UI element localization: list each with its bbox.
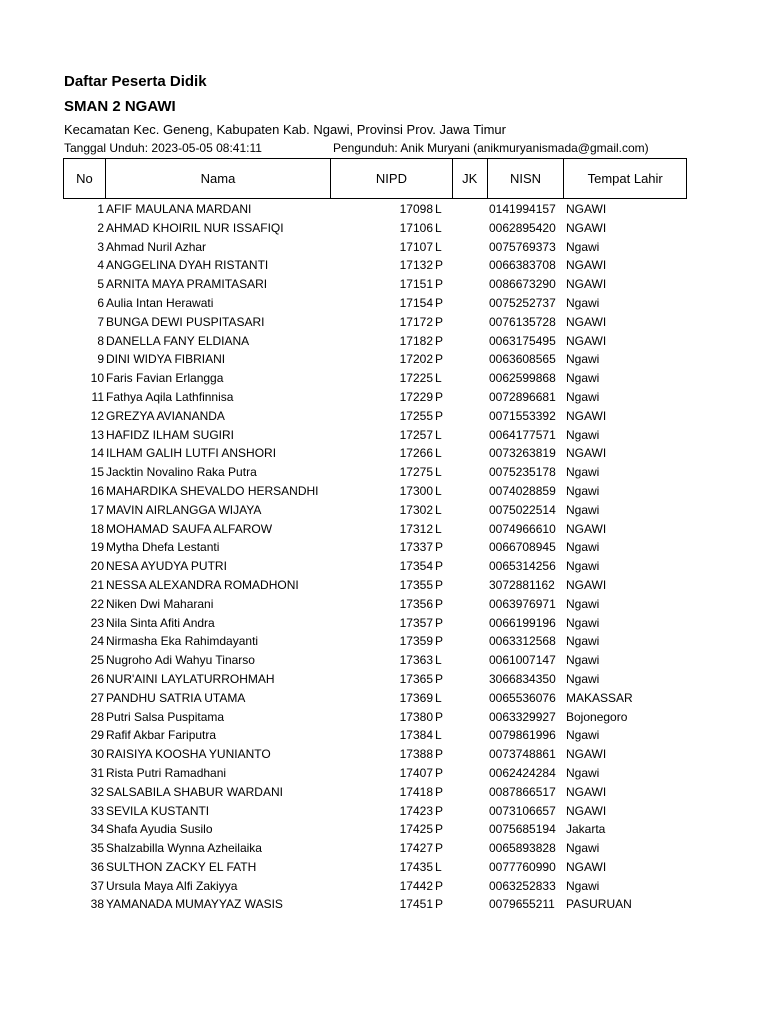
cell-nama: SALSABILA SHABUR WARDANI bbox=[106, 784, 283, 799]
cell-nipd: 17151 bbox=[399, 277, 433, 292]
cell-nisn: 0073263819 bbox=[489, 446, 556, 461]
cell-nama: Aulia Intan Herawati bbox=[106, 295, 214, 310]
table-row bbox=[0, 820, 768, 839]
cell-nipd: 17132 bbox=[399, 258, 433, 273]
cell-nipd: 17384 bbox=[399, 728, 433, 743]
cell-nipd: 17369 bbox=[399, 690, 433, 705]
cell-nipd: 17435 bbox=[399, 859, 433, 874]
table-row bbox=[0, 275, 768, 294]
cell-nipd: 17425 bbox=[399, 822, 433, 837]
cell-jk: P bbox=[435, 878, 444, 893]
cell-nama: Niken Dwi Maharani bbox=[106, 596, 214, 611]
cell-tempat-lahir: NGAWI bbox=[566, 333, 607, 348]
cell-nama: SULTHON ZACKY EL FATH bbox=[106, 859, 257, 874]
cell-no: 28 bbox=[90, 709, 104, 724]
cell-jk: L bbox=[435, 728, 442, 743]
cell-jk: L bbox=[435, 690, 442, 705]
table-row bbox=[0, 783, 768, 802]
table-row bbox=[0, 200, 768, 219]
cell-nipd: 17275 bbox=[399, 465, 433, 480]
cell-nisn: 0075022514 bbox=[489, 502, 556, 517]
cell-no: 19 bbox=[90, 540, 104, 555]
cell-nisn: 3066834350 bbox=[489, 671, 556, 686]
table-row bbox=[0, 369, 768, 388]
cell-jk: P bbox=[435, 295, 444, 310]
cell-nama: Nugroho Adi Wahyu Tinarso bbox=[106, 653, 255, 668]
cell-nisn: 0065536076 bbox=[489, 690, 556, 705]
cell-nama: Mytha Dhefa Lestanti bbox=[106, 540, 220, 555]
cell-tempat-lahir: Ngawi bbox=[566, 239, 600, 254]
cell-nipd: 17255 bbox=[399, 408, 433, 423]
cell-jk: L bbox=[435, 483, 442, 498]
table-row bbox=[0, 332, 768, 351]
table-row bbox=[0, 520, 768, 539]
cell-nama: Ursula Maya Alfi Zakiyya bbox=[106, 878, 238, 893]
cell-no: 27 bbox=[90, 690, 104, 705]
cell-tempat-lahir: Ngawi bbox=[566, 671, 600, 686]
cell-no: 1 bbox=[97, 202, 104, 216]
cell-jk: P bbox=[435, 352, 444, 367]
table-row bbox=[0, 557, 768, 576]
table-row bbox=[0, 444, 768, 463]
cell-tempat-lahir: Ngawi bbox=[566, 878, 600, 893]
table-row bbox=[0, 895, 768, 914]
header-nipd: NIPD bbox=[331, 159, 453, 198]
cell-nisn: 3072881162 bbox=[489, 577, 555, 592]
cell-jk: P bbox=[435, 822, 444, 837]
table-row bbox=[0, 256, 768, 275]
table-row bbox=[0, 501, 768, 520]
cell-nisn: 0079861996 bbox=[489, 728, 556, 743]
cell-nama: ILHAM GALIH LUTFI ANSHORI bbox=[106, 446, 277, 461]
cell-tempat-lahir: Ngawi bbox=[566, 371, 600, 386]
table-row bbox=[0, 670, 768, 689]
cell-no: 5 bbox=[97, 277, 104, 292]
table-row bbox=[0, 614, 768, 633]
cell-tempat-lahir: Bojonegoro bbox=[566, 709, 628, 724]
cell-nama: Rafif Akbar Fariputra bbox=[106, 728, 217, 743]
school-name: SMAN 2 NGAWI bbox=[64, 98, 176, 115]
header-nisn: NISN bbox=[488, 159, 565, 198]
cell-nisn: 0063175495 bbox=[489, 333, 556, 348]
cell-nama: NESA AYUDYA PUTRI bbox=[106, 559, 227, 574]
cell-nipd: 17355 bbox=[399, 577, 433, 592]
table-row bbox=[0, 764, 768, 783]
cell-nipd: 17182 bbox=[399, 333, 433, 348]
cell-jk: L bbox=[435, 427, 442, 442]
cell-no: 14 bbox=[90, 446, 104, 461]
cell-nisn: 0079655211 bbox=[489, 897, 555, 912]
cell-nisn: 0075252737 bbox=[489, 295, 556, 310]
cell-tempat-lahir: NGAWI bbox=[566, 446, 607, 461]
cell-nipd: 17407 bbox=[399, 765, 433, 780]
table-row bbox=[0, 595, 768, 614]
cell-jk: P bbox=[435, 389, 444, 404]
cell-nisn: 0087866517 bbox=[489, 784, 556, 799]
cell-nama: Faris Favian Erlangga bbox=[106, 371, 224, 386]
cell-no: 36 bbox=[90, 859, 104, 874]
cell-nisn: 0063252833 bbox=[489, 878, 556, 893]
cell-nipd: 17356 bbox=[399, 596, 433, 611]
cell-no: 8 bbox=[97, 333, 104, 348]
table-row bbox=[0, 388, 768, 407]
cell-nipd: 17427 bbox=[399, 841, 433, 856]
table-row bbox=[0, 482, 768, 501]
cell-nipd: 17225 bbox=[399, 371, 433, 386]
cell-nipd: 17312 bbox=[399, 521, 433, 536]
cell-nipd: 17442 bbox=[399, 878, 433, 893]
cell-nipd: 17172 bbox=[399, 314, 433, 329]
cell-nisn: 0063329927 bbox=[489, 709, 556, 724]
cell-nisn: 0063976971 bbox=[489, 596, 556, 611]
cell-nipd: 17388 bbox=[399, 747, 433, 762]
cell-no: 35 bbox=[90, 841, 104, 856]
cell-nipd: 17363 bbox=[399, 653, 433, 668]
cell-nipd: 17451 bbox=[399, 897, 433, 912]
cell-jk: L bbox=[435, 202, 442, 216]
student-table-body bbox=[0, 200, 768, 914]
cell-jk: P bbox=[435, 841, 444, 856]
table-row bbox=[0, 651, 768, 670]
cell-no: 6 bbox=[97, 295, 104, 310]
cell-nisn: 0075769373 bbox=[489, 239, 556, 254]
table-row bbox=[0, 858, 768, 877]
cell-jk: P bbox=[435, 709, 444, 724]
cell-nisn: 0066199196 bbox=[489, 615, 556, 630]
cell-jk: P bbox=[435, 765, 444, 780]
cell-jk: P bbox=[435, 408, 444, 423]
cell-nisn: 0073748861 bbox=[489, 747, 556, 762]
cell-no: 34 bbox=[90, 822, 104, 837]
cell-nipd: 17300 bbox=[399, 483, 433, 498]
cell-nipd: 17357 bbox=[399, 615, 433, 630]
cell-nisn: 0065893828 bbox=[489, 841, 556, 856]
cell-jk: L bbox=[435, 653, 442, 668]
table-row bbox=[0, 313, 768, 332]
cell-nisn: 0077760990 bbox=[489, 859, 556, 874]
cell-no: 33 bbox=[90, 803, 104, 818]
cell-nama: Shalzabilla Wynna Azheilaika bbox=[106, 841, 262, 856]
cell-nama: MAVIN AIRLANGGA WIJAYA bbox=[106, 502, 262, 517]
cell-nipd: 17380 bbox=[399, 709, 433, 724]
cell-jk: P bbox=[435, 577, 444, 592]
cell-no: 29 bbox=[90, 728, 104, 743]
cell-jk: L bbox=[435, 465, 442, 480]
cell-tempat-lahir: Ngawi bbox=[566, 540, 600, 555]
cell-nama: ANGGELINA DYAH RISTANTI bbox=[106, 258, 269, 273]
cell-nisn: 0073106657 bbox=[489, 803, 556, 818]
cell-no: 7 bbox=[97, 314, 104, 329]
cell-tempat-lahir: Ngawi bbox=[566, 502, 600, 517]
table-row bbox=[0, 576, 768, 595]
cell-nisn: 0071553392 bbox=[489, 408, 556, 423]
cell-tempat-lahir: NGAWI bbox=[566, 784, 607, 799]
cell-nama: Ahmad Nuril Azhar bbox=[106, 239, 207, 254]
cell-nisn: 0141994157 bbox=[489, 202, 556, 216]
cell-no: 16 bbox=[90, 483, 104, 498]
cell-no: 3 bbox=[97, 239, 104, 254]
cell-no: 26 bbox=[90, 671, 104, 686]
cell-nama: Putri Salsa Puspitama bbox=[106, 709, 225, 724]
location-line: Kecamatan Kec. Geneng, Kabupaten Kab. Ngawi, Provinsi Prov. Jawa Timur bbox=[64, 122, 506, 137]
cell-no: 13 bbox=[90, 427, 104, 442]
cell-jk: P bbox=[435, 615, 444, 630]
cell-no: 38 bbox=[90, 897, 104, 912]
cell-tempat-lahir: PASURUAN bbox=[566, 897, 632, 912]
table-header bbox=[63, 158, 687, 199]
cell-nisn: 0063608565 bbox=[489, 352, 556, 367]
cell-no: 17 bbox=[90, 502, 104, 517]
cell-nipd: 17302 bbox=[399, 502, 433, 517]
cell-jk: P bbox=[435, 671, 444, 686]
cell-no: 15 bbox=[90, 465, 104, 480]
cell-no: 37 bbox=[90, 878, 104, 893]
cell-nama: PANDHU SATRIA UTAMA bbox=[106, 690, 246, 705]
cell-nama: GREZYA AVIANANDA bbox=[106, 408, 225, 423]
cell-nipd: 17266 bbox=[399, 446, 433, 461]
cell-tempat-lahir: NGAWI bbox=[566, 859, 607, 874]
cell-tempat-lahir: NGAWI bbox=[566, 314, 607, 329]
cell-no: 22 bbox=[90, 596, 104, 611]
cell-no: 32 bbox=[90, 784, 104, 799]
cell-jk: L bbox=[435, 446, 442, 461]
cell-nisn: 0075685194 bbox=[489, 822, 556, 837]
table-row bbox=[0, 689, 768, 708]
cell-nisn: 0064177571 bbox=[489, 427, 556, 442]
cell-nisn: 0062895420 bbox=[489, 220, 556, 235]
cell-nipd: 17106 bbox=[399, 220, 433, 235]
cell-jk: P bbox=[435, 803, 444, 818]
cell-nipd: 17337 bbox=[399, 540, 433, 555]
cell-jk: P bbox=[435, 333, 444, 348]
cell-jk: L bbox=[435, 239, 442, 254]
cell-nipd: 17359 bbox=[399, 634, 433, 649]
cell-jk: P bbox=[435, 634, 444, 649]
table-row bbox=[0, 463, 768, 482]
cell-nipd: 17423 bbox=[399, 803, 433, 818]
cell-jk: P bbox=[435, 897, 444, 912]
cell-nama: Nila Sinta Afiti Andra bbox=[106, 615, 215, 630]
cell-nipd: 17107 bbox=[399, 239, 433, 254]
cell-nama: MAHARDIKA SHEVALDO HERSANDHI bbox=[106, 483, 319, 498]
cell-nisn: 0072896681 bbox=[489, 389, 556, 404]
table-row bbox=[0, 538, 768, 557]
cell-nipd: 17354 bbox=[399, 559, 433, 574]
cell-nisn: 0063312568 bbox=[489, 634, 556, 649]
cell-nama: RAISIYA KOOSHA YUNIANTO bbox=[106, 747, 271, 762]
table-row bbox=[0, 238, 768, 257]
cell-nipd: 17154 bbox=[399, 295, 433, 310]
cell-tempat-lahir: NGAWI bbox=[566, 521, 607, 536]
table-row bbox=[0, 426, 768, 445]
cell-no: 30 bbox=[90, 747, 104, 762]
cell-no: 25 bbox=[90, 653, 104, 668]
cell-nisn: 0066708945 bbox=[489, 540, 556, 555]
cell-nama: AFIF MAULANA MARDANI bbox=[106, 202, 252, 216]
table-row bbox=[0, 839, 768, 858]
cell-tempat-lahir: NGAWI bbox=[566, 747, 607, 762]
cell-nama: YAMANADA MUMAYYAZ WASIS bbox=[106, 897, 283, 912]
header-no: No bbox=[64, 159, 106, 198]
cell-tempat-lahir: NGAWI bbox=[566, 803, 607, 818]
table-row bbox=[0, 745, 768, 764]
download-date: Tanggal Unduh: 2023-05-05 08:41:11 bbox=[64, 141, 262, 155]
cell-no: 2 bbox=[97, 220, 104, 235]
table-row bbox=[0, 877, 768, 896]
cell-tempat-lahir: Jakarta bbox=[566, 822, 606, 837]
table-row bbox=[0, 350, 768, 369]
cell-jk: L bbox=[435, 371, 442, 386]
cell-jk: L bbox=[435, 521, 442, 536]
cell-no: 12 bbox=[90, 408, 104, 423]
cell-nisn: 0062599868 bbox=[489, 371, 556, 386]
table-row bbox=[0, 407, 768, 426]
cell-tempat-lahir: NGAWI bbox=[566, 202, 607, 216]
table-row bbox=[0, 726, 768, 745]
cell-tempat-lahir: NGAWI bbox=[566, 577, 607, 592]
cell-no: 4 bbox=[97, 258, 104, 273]
cell-nipd: 17202 bbox=[399, 352, 433, 367]
cell-nama: HAFIDZ ILHAM SUGIRI bbox=[106, 427, 235, 442]
cell-tempat-lahir: NGAWI bbox=[566, 277, 607, 292]
cell-no: 20 bbox=[90, 559, 104, 574]
cell-jk: P bbox=[435, 277, 444, 292]
cell-tempat-lahir: Ngawi bbox=[566, 841, 600, 856]
cell-no: 23 bbox=[90, 615, 104, 630]
cell-nama: SEVILA KUSTANTI bbox=[106, 803, 210, 818]
header-nama: Nama bbox=[106, 159, 331, 198]
cell-no: 24 bbox=[90, 634, 104, 649]
cell-jk: L bbox=[435, 502, 442, 517]
cell-no: 21 bbox=[90, 577, 104, 592]
cell-no: 31 bbox=[90, 765, 104, 780]
cell-nisn: 0075235178 bbox=[489, 465, 556, 480]
cell-tempat-lahir: Ngawi bbox=[566, 653, 600, 668]
cell-nipd: 17257 bbox=[399, 427, 433, 442]
cell-jk: P bbox=[435, 258, 444, 273]
cell-nisn: 0086673290 bbox=[489, 277, 556, 292]
table-row bbox=[0, 219, 768, 238]
cell-nipd: 17418 bbox=[399, 784, 433, 799]
cell-nipd: 17098 bbox=[399, 202, 433, 216]
document-title: Daftar Peserta Didik bbox=[64, 73, 207, 90]
cell-tempat-lahir: Ngawi bbox=[566, 483, 600, 498]
cell-jk: P bbox=[435, 559, 444, 574]
cell-nama: Shafa Ayudia Susilo bbox=[106, 822, 213, 837]
cell-tempat-lahir: Ngawi bbox=[566, 389, 600, 404]
cell-nisn: 0066383708 bbox=[489, 258, 556, 273]
cell-tempat-lahir: Ngawi bbox=[566, 728, 600, 743]
cell-nisn: 0076135728 bbox=[489, 314, 556, 329]
cell-tempat-lahir: Ngawi bbox=[566, 352, 600, 367]
cell-no: 10 bbox=[90, 371, 104, 386]
downloader: Pengunduh: Anik Muryani (anikmuryanismada@gmail.com) bbox=[333, 141, 649, 155]
cell-nama: NESSA ALEXANDRA ROMADHONI bbox=[106, 577, 299, 592]
cell-jk: P bbox=[435, 596, 444, 611]
cell-tempat-lahir: Ngawi bbox=[566, 615, 600, 630]
table-row bbox=[0, 802, 768, 821]
cell-jk: P bbox=[435, 540, 444, 555]
cell-tempat-lahir: Ngawi bbox=[566, 634, 600, 649]
cell-nisn: 0062424284 bbox=[489, 765, 556, 780]
cell-nama: Nirmasha Eka Rahimdayanti bbox=[106, 634, 259, 649]
table-row bbox=[0, 632, 768, 651]
cell-nama: Rista Putri Ramadhani bbox=[106, 765, 227, 780]
cell-tempat-lahir: Ngawi bbox=[566, 559, 600, 574]
cell-nisn: 0074028859 bbox=[489, 483, 556, 498]
cell-no: 18 bbox=[90, 521, 104, 536]
cell-jk: L bbox=[435, 220, 442, 235]
cell-tempat-lahir: Ngawi bbox=[566, 427, 600, 442]
cell-no: 9 bbox=[97, 352, 104, 367]
cell-jk: L bbox=[435, 859, 442, 874]
cell-jk: P bbox=[435, 784, 444, 799]
cell-nama: Fathya Aqila Lathfinnisa bbox=[106, 389, 234, 404]
cell-tempat-lahir: MAKASSAR bbox=[566, 690, 633, 705]
cell-nama: AHMAD KHOIRIL NUR ISSAFIQI bbox=[106, 220, 284, 235]
cell-no: 11 bbox=[91, 389, 104, 404]
cell-jk: P bbox=[435, 747, 444, 762]
cell-jk: P bbox=[435, 314, 444, 329]
cell-nama: BUNGA DEWI PUSPITASARI bbox=[106, 314, 265, 329]
cell-tempat-lahir: Ngawi bbox=[566, 465, 600, 480]
cell-tempat-lahir: Ngawi bbox=[566, 596, 600, 611]
cell-nama: NUR'AINI LAYLATURROHMAH bbox=[106, 671, 275, 686]
header-tempat-lahir: Tempat Lahir bbox=[587, 171, 663, 186]
cell-tempat-lahir: NGAWI bbox=[566, 220, 607, 235]
cell-nama: ARNITA MAYA PRAMITASARI bbox=[106, 277, 268, 292]
cell-nisn: 0065314256 bbox=[489, 559, 556, 574]
cell-tempat-lahir: NGAWI bbox=[566, 258, 607, 273]
cell-nipd: 17365 bbox=[399, 671, 433, 686]
cell-tempat-lahir: NGAWI bbox=[566, 408, 607, 423]
cell-nisn: 0061007147 bbox=[489, 653, 556, 668]
cell-nisn: 0074966610 bbox=[489, 521, 556, 536]
cell-nama: Jacktin Novalino Raka Putra bbox=[106, 465, 257, 480]
header-jk: JK bbox=[453, 159, 488, 198]
table-row bbox=[0, 708, 768, 727]
table-row bbox=[0, 294, 768, 313]
cell-nama: DINI WIDYA FIBRIANI bbox=[106, 352, 226, 367]
cell-nama: MOHAMAD SAUFA ALFAROW bbox=[106, 521, 273, 536]
cell-tempat-lahir: Ngawi bbox=[566, 765, 600, 780]
cell-nama: DANELLA FANY ELDIANA bbox=[106, 333, 250, 348]
cell-nipd: 17229 bbox=[399, 389, 433, 404]
cell-tempat-lahir: Ngawi bbox=[566, 295, 600, 310]
